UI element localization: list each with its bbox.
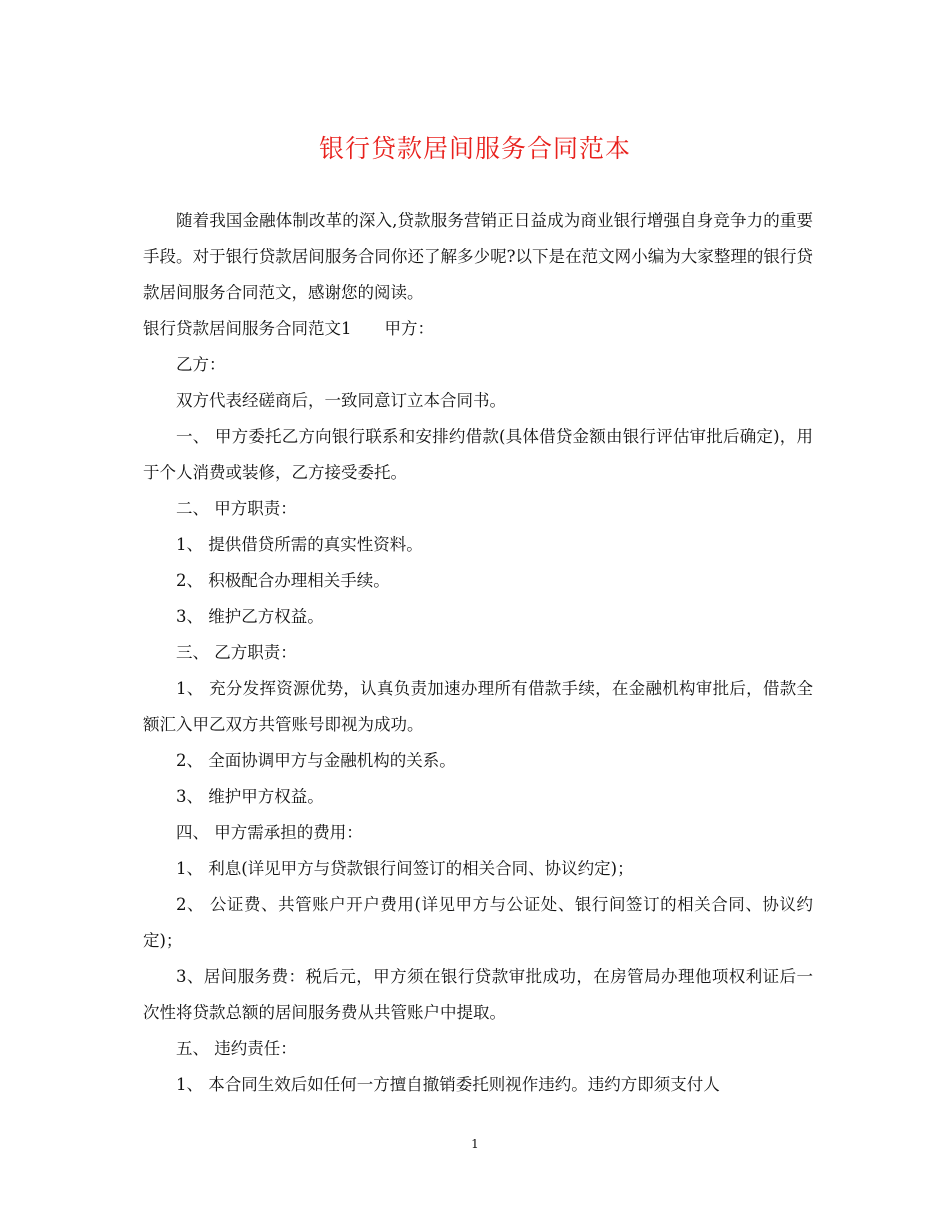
document-title: 银行贷款居间服务合同范本	[318, 134, 631, 163]
clause-3-item-1: 1、 充分发挥资源优势，认真负责加速办理所有借款手续，在金融机构审批后，借款全额汇入甲乙双方共管账号即视为成功。	[143, 679, 813, 734]
agreement-line: 双方代表经磋商后，一致同意订立本合同书。	[176, 391, 506, 410]
intro-paragraph: 随着我国金融体制改革的深入,贷款服务营销正日益成为商业银行增强自身竞争力的重要手段。对于银行贷款居间服务合同你还了解多少呢?以下是在范文网小编为大家整理的银行贷款居间服务合同范文，感谢您的阅读。	[143, 211, 813, 302]
page-number: 1	[471, 1137, 479, 1151]
clause-2-item-3: 3、 维护乙方权益。	[176, 607, 324, 626]
clause-1: 一、 甲方委托乙方向银行联系和安排约借款(具体借贷金额由银行评估审批后确定)，用于个人消费或装修，乙方接受委托。	[143, 427, 813, 482]
clause-4-item-2: 2、 公证费、共管账户开户费用(详见甲方与公证处、银行间签订的相关合同、协议约定)；	[143, 895, 813, 950]
clause-4-heading: 四、 甲方需承担的费用：	[176, 823, 363, 842]
clause-2-item-2: 2、 积极配合办理相关手续。	[176, 571, 390, 590]
clause-4-item-3: 3、居间服务费：税后元，甲方须在银行贷款审批成功，在房管局办理他项权利证后一次性将贷款总额的居间服务费从共管账户中提取。	[143, 967, 813, 1022]
clause-2-heading: 二、 甲方职责：	[176, 499, 297, 518]
document-body	[143, 203, 813, 1103]
clause-3-heading: 三、 乙方职责：	[176, 643, 297, 662]
contract-heading-party-a: 银行贷款居间服务合同范文1 甲方：	[143, 319, 434, 338]
clause-5-heading: 五、 违约责任：	[176, 1039, 297, 1058]
clause-3-item-2: 2、 全面协调甲方与金融机构的关系。	[176, 751, 456, 770]
clause-2-item-1: 1、 提供借贷所需的真实性资料。	[176, 535, 423, 554]
clause-4-item-1: 1、 利息(详见甲方与贷款银行间签订的相关合同、协议约定)；	[176, 859, 634, 878]
clause-3-item-3: 3、 维护甲方权益。	[176, 787, 324, 806]
clause-5-item-1: 1、 本合同生效后如任何一方擅自撤销委托则视作违约。违约方即须支付人	[176, 1075, 720, 1094]
party-b-line: 乙方：	[176, 355, 226, 374]
